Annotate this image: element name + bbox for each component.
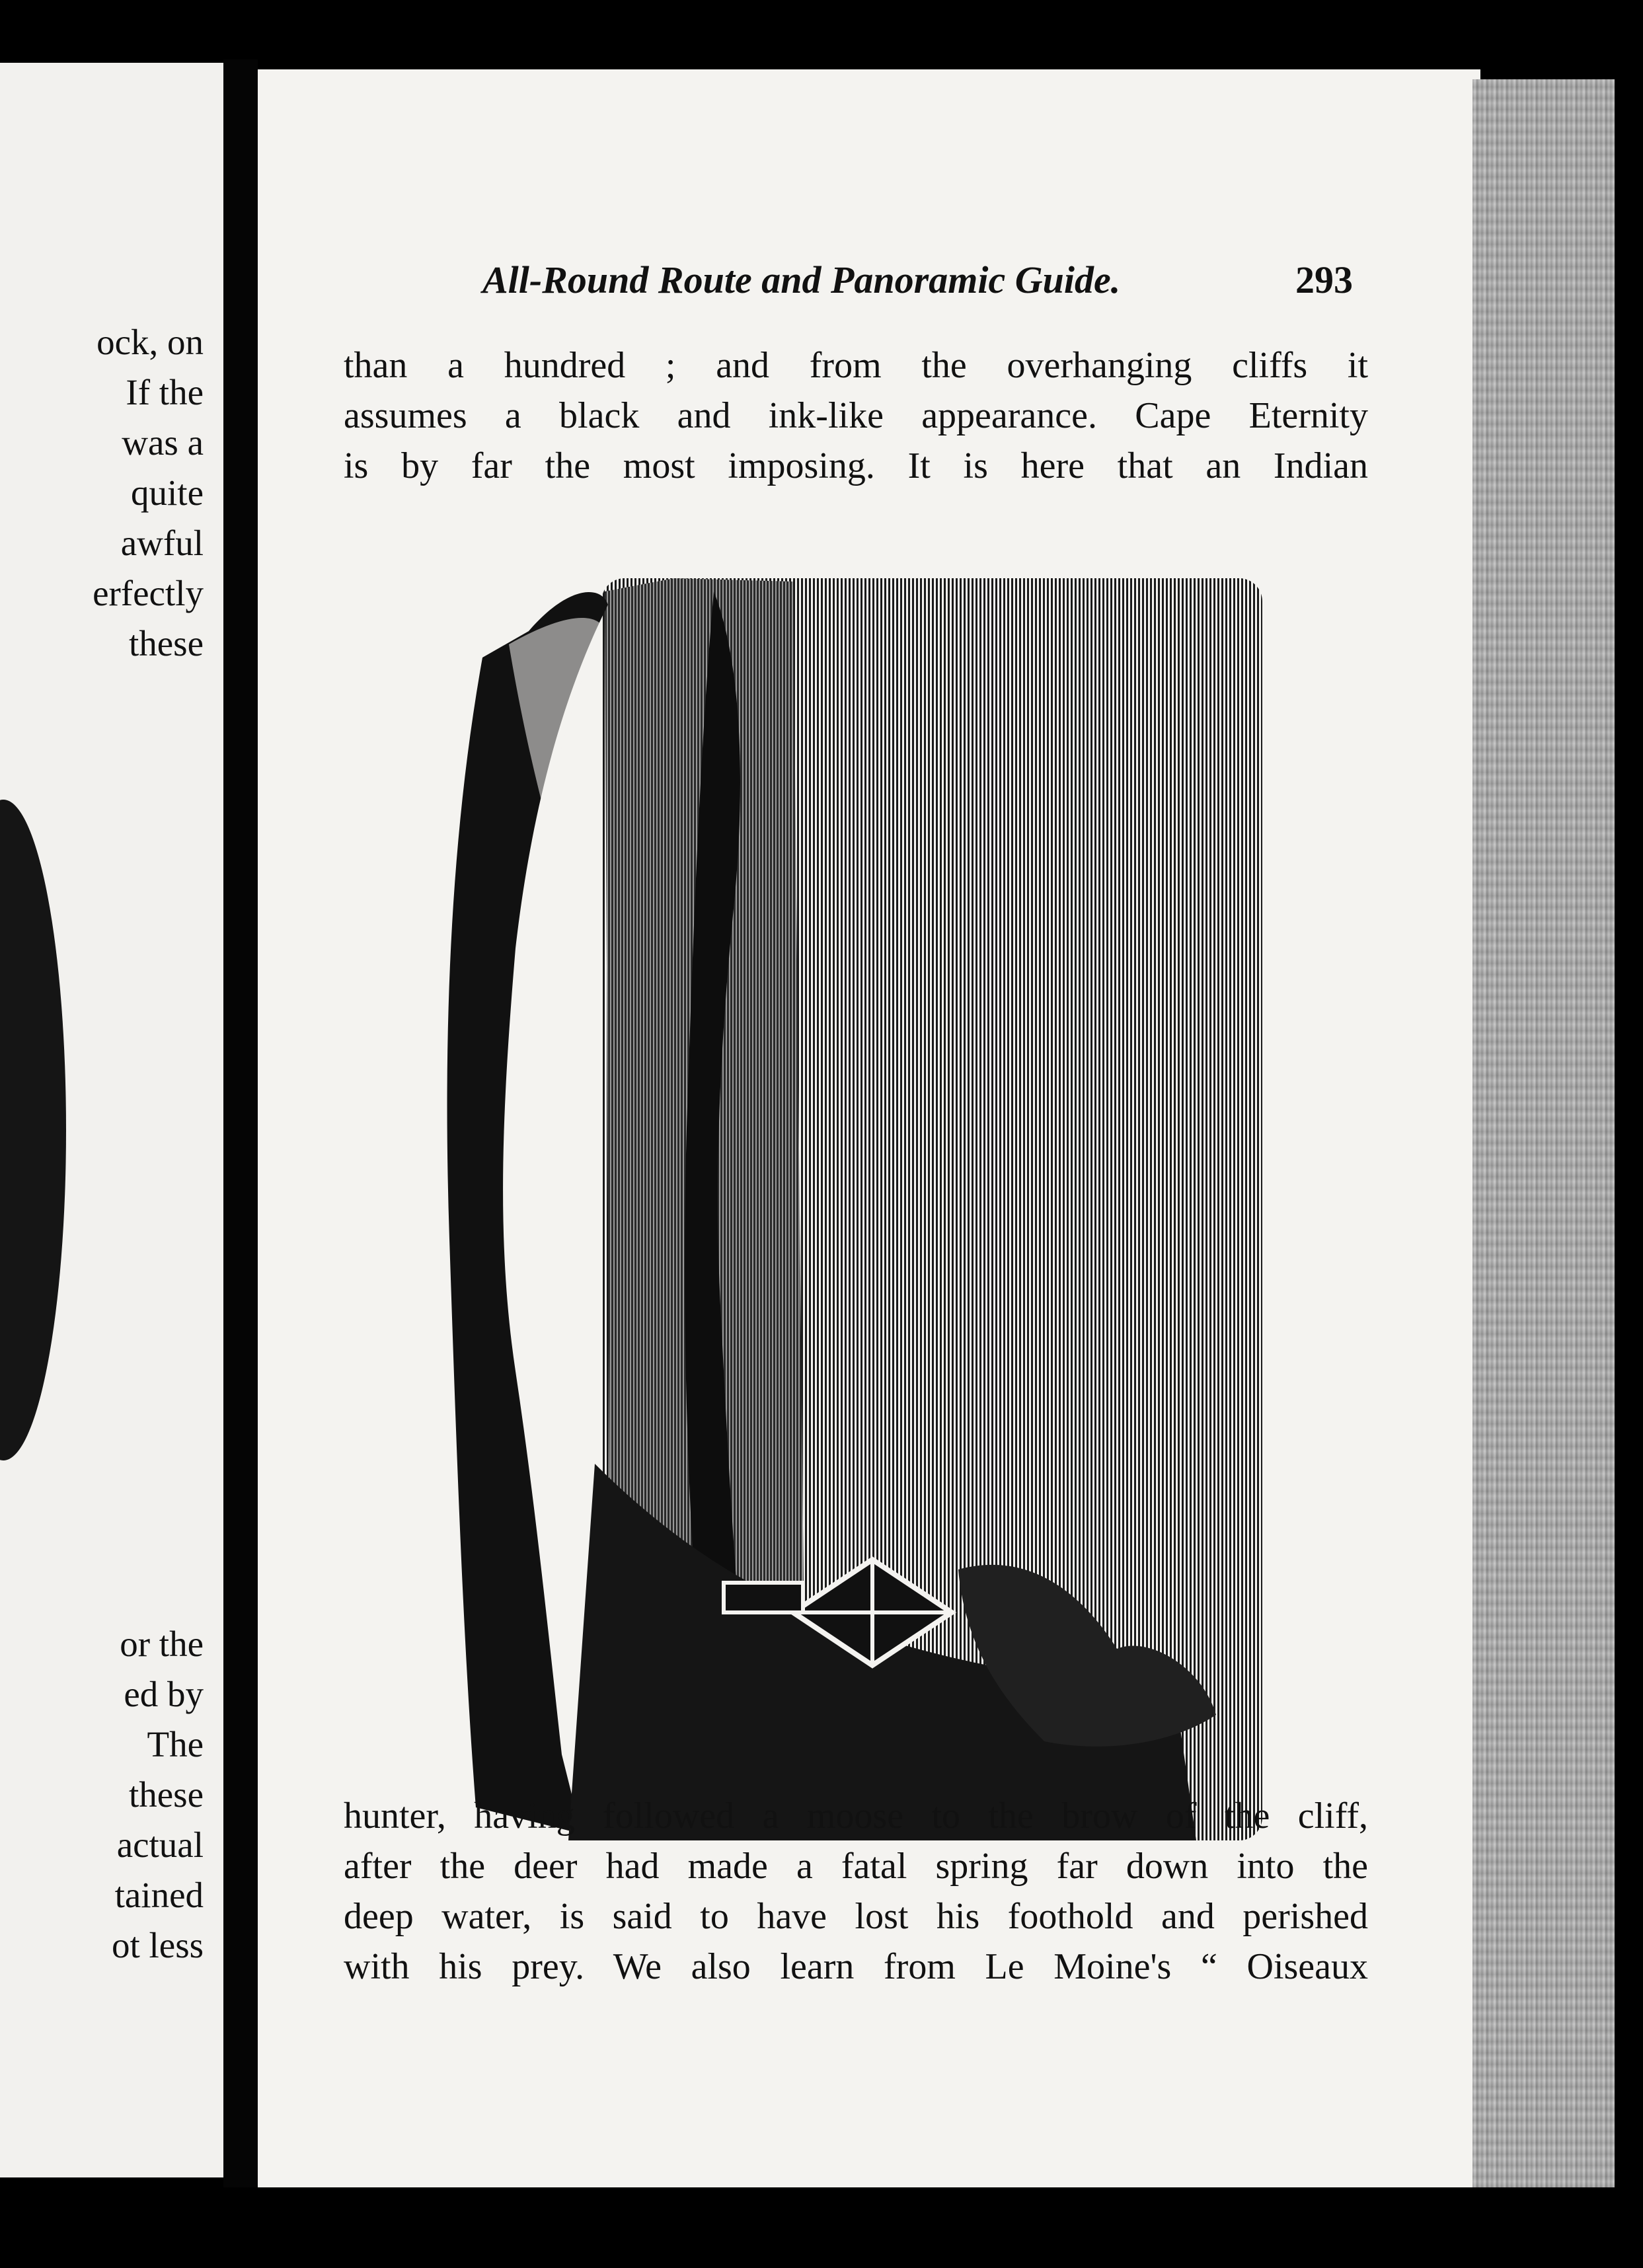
text-line: than a hundred ; and from the overhanging cliffs it [344,345,1368,386]
page-header [482,258,1480,317]
text-line: deep water, is said to have lost his foothold and perished [344,1896,1368,1937]
text-line: after the deer had made a fatal spring far down into the [344,1846,1368,1887]
left-line: ock, on [96,322,204,362]
left-line: these [128,623,204,663]
fishing-station-engraving [436,578,1285,1850]
running-title: All-Round Route and Panoramic Guide. [482,258,1121,301]
left-line: quite [131,472,204,513]
left-page-illustration-fragment [0,800,66,1460]
right-page [258,69,1480,2187]
left-page-text-bottom [112,1619,204,1971]
left-page-text-top [93,317,204,669]
left-line: ot less [111,1925,204,1965]
text-line: with his prey. We also learn from Le Moine's “ Oiseaux [344,1946,1368,1987]
body-text-bottom [344,1791,1368,1992]
book-page-edges [1472,79,1615,2187]
left-line: ed by [124,1674,204,1714]
left-line: or the [120,1624,204,1664]
left-line: actual [116,1825,204,1865]
book-gutter [223,59,258,2187]
text-line: assumes a black and ink-like appearance. Cape Eternity [344,395,1368,436]
body-text-top [344,340,1368,491]
left-line: tained [114,1875,204,1915]
left-page [0,63,223,2177]
left-line: If the [126,372,204,412]
text-line: is by far the most imposing. It is here that an Indian [344,445,1368,486]
left-line: The [147,1724,204,1764]
left-line: erfectly [93,573,204,613]
left-line: was a [122,422,204,463]
left-line: these [128,1774,204,1815]
text-line: hunter, having followed a moose to the brow of the cliff, [344,1796,1368,1836]
left-line: awful [120,523,204,563]
page-number: 293 [1295,258,1353,301]
